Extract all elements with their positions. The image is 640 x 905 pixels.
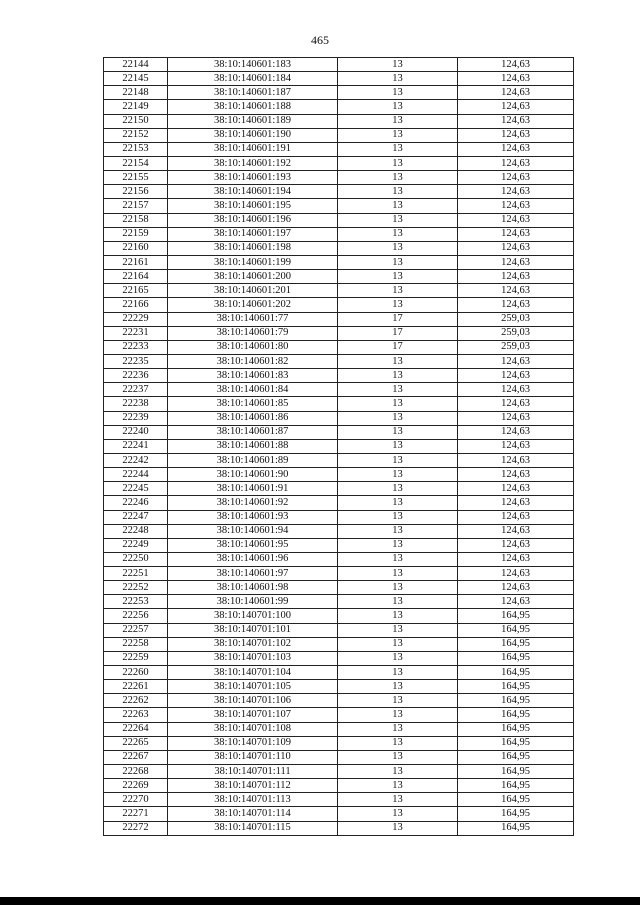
cadastral-number-cell: 38:10:140701:105: [168, 680, 338, 694]
table-row: [104, 369, 574, 383]
value-cell: 124,63: [458, 383, 574, 397]
row-id-cell: 22264: [104, 722, 168, 736]
value-cell: 124,63: [458, 425, 574, 439]
row-id-cell: 22260: [104, 666, 168, 680]
cadastral-number-cell: 38:10:140601:85: [168, 397, 338, 411]
value-cell: 124,63: [458, 171, 574, 185]
table-row: [104, 100, 574, 114]
quantity-cell: 13: [338, 397, 458, 411]
value-cell: 124,63: [458, 241, 574, 255]
table-row: [104, 255, 574, 269]
value-cell: 124,63: [458, 114, 574, 128]
row-id-cell: 22244: [104, 468, 168, 482]
table-row: [104, 694, 574, 708]
table-row: [104, 156, 574, 170]
cadastral-number-cell: 38:10:140601:94: [168, 524, 338, 538]
table-row: [104, 637, 574, 651]
quantity-cell: 13: [338, 128, 458, 142]
table-row: [104, 86, 574, 100]
row-id-cell: 22257: [104, 623, 168, 637]
cadastral-number-cell: 38:10:140601:91: [168, 482, 338, 496]
table-row: [104, 411, 574, 425]
value-cell: 164,95: [458, 736, 574, 750]
cadastral-number-cell: 38:10:140601:184: [168, 72, 338, 86]
quantity-cell: 13: [338, 453, 458, 467]
quantity-cell: 17: [338, 340, 458, 354]
row-id-cell: 22239: [104, 411, 168, 425]
quantity-cell: 13: [338, 171, 458, 185]
cadastral-number-cell: 38:10:140601:86: [168, 411, 338, 425]
quantity-cell: 13: [338, 241, 458, 255]
table-row: [104, 383, 574, 397]
page-number: 465: [311, 33, 329, 47]
cadastral-number-cell: 38:10:140701:100: [168, 609, 338, 623]
cadastral-number-cell: 38:10:140701:102: [168, 637, 338, 651]
value-cell: 124,63: [458, 567, 574, 581]
cadastral-number-cell: 38:10:140601:82: [168, 354, 338, 368]
row-id-cell: 22245: [104, 482, 168, 496]
table-body: [104, 58, 574, 836]
value-cell: 124,63: [458, 156, 574, 170]
table-row: [104, 199, 574, 213]
value-cell: 124,63: [458, 142, 574, 156]
table-row: [104, 312, 574, 326]
table-row: [104, 567, 574, 581]
value-cell: 124,63: [458, 538, 574, 552]
value-cell: 124,63: [458, 86, 574, 100]
cadastral-number-cell: 38:10:140601:83: [168, 369, 338, 383]
parcel-table: [103, 57, 574, 836]
table-row: [104, 510, 574, 524]
row-id-cell: 22246: [104, 496, 168, 510]
table-row: [104, 779, 574, 793]
row-id-cell: 22241: [104, 439, 168, 453]
value-cell: 124,63: [458, 524, 574, 538]
value-cell: 124,63: [458, 397, 574, 411]
row-id-cell: 22251: [104, 567, 168, 581]
table-row: [104, 807, 574, 821]
value-cell: 124,63: [458, 199, 574, 213]
row-id-cell: 22258: [104, 637, 168, 651]
quantity-cell: 13: [338, 439, 458, 453]
value-cell: 164,95: [458, 750, 574, 764]
row-id-cell: 22240: [104, 425, 168, 439]
table-row: [104, 58, 574, 72]
cadastral-number-cell: 38:10:140701:112: [168, 779, 338, 793]
cadastral-number-cell: 38:10:140601:202: [168, 298, 338, 312]
row-id-cell: 22159: [104, 227, 168, 241]
table-row: [104, 623, 574, 637]
value-cell: 124,63: [458, 185, 574, 199]
table-row: [104, 581, 574, 595]
cadastral-number-cell: 38:10:140601:199: [168, 255, 338, 269]
value-cell: 164,95: [458, 666, 574, 680]
row-id-cell: 22259: [104, 651, 168, 665]
cadastral-number-cell: 38:10:140701:115: [168, 821, 338, 835]
quantity-cell: 13: [338, 637, 458, 651]
value-cell: 164,95: [458, 779, 574, 793]
quantity-cell: 13: [338, 736, 458, 750]
cadastral-number-cell: 38:10:140601:193: [168, 171, 338, 185]
quantity-cell: 13: [338, 623, 458, 637]
value-cell: 124,63: [458, 510, 574, 524]
table-row: [104, 354, 574, 368]
value-cell: 124,63: [458, 369, 574, 383]
quantity-cell: 13: [338, 270, 458, 284]
quantity-cell: 13: [338, 383, 458, 397]
value-cell: 124,63: [458, 298, 574, 312]
quantity-cell: 13: [338, 552, 458, 566]
cadastral-number-cell: 38:10:140601:77: [168, 312, 338, 326]
cadastral-number-cell: 38:10:140601:96: [168, 552, 338, 566]
quantity-cell: 13: [338, 595, 458, 609]
quantity-cell: 13: [338, 142, 458, 156]
quantity-cell: 17: [338, 312, 458, 326]
quantity-cell: 13: [338, 793, 458, 807]
table-row: [104, 340, 574, 354]
row-id-cell: 22231: [104, 326, 168, 340]
value-cell: 164,95: [458, 651, 574, 665]
cadastral-number-cell: 38:10:140601:79: [168, 326, 338, 340]
value-cell: 164,95: [458, 821, 574, 835]
cadastral-number-cell: 38:10:140701:103: [168, 651, 338, 665]
quantity-cell: 13: [338, 722, 458, 736]
quantity-cell: 13: [338, 609, 458, 623]
table-row: [104, 821, 574, 835]
value-cell: 124,63: [458, 482, 574, 496]
quantity-cell: 13: [338, 354, 458, 368]
row-id-cell: 22261: [104, 680, 168, 694]
row-id-cell: 22252: [104, 581, 168, 595]
cadastral-number-cell: 38:10:140601:80: [168, 340, 338, 354]
table-row: [104, 666, 574, 680]
quantity-cell: 13: [338, 185, 458, 199]
row-id-cell: 22152: [104, 128, 168, 142]
row-id-cell: 22165: [104, 284, 168, 298]
table-row: [104, 468, 574, 482]
quantity-cell: 13: [338, 227, 458, 241]
cadastral-number-cell: 38:10:140601:195: [168, 199, 338, 213]
quantity-cell: 13: [338, 496, 458, 510]
value-cell: 259,03: [458, 326, 574, 340]
cadastral-number-cell: 38:10:140601:93: [168, 510, 338, 524]
value-cell: 124,63: [458, 213, 574, 227]
cadastral-number-cell: 38:10:140701:109: [168, 736, 338, 750]
value-cell: 259,03: [458, 340, 574, 354]
table-row: [104, 185, 574, 199]
value-cell: 124,63: [458, 439, 574, 453]
table-row: [104, 439, 574, 453]
quantity-cell: 13: [338, 58, 458, 72]
row-id-cell: 22153: [104, 142, 168, 156]
table-row: [104, 750, 574, 764]
table-row: [104, 496, 574, 510]
quantity-cell: 13: [338, 482, 458, 496]
value-cell: 164,95: [458, 623, 574, 637]
row-id-cell: 22265: [104, 736, 168, 750]
quantity-cell: 13: [338, 255, 458, 269]
value-cell: 124,63: [458, 581, 574, 595]
value-cell: 124,63: [458, 552, 574, 566]
value-cell: 164,95: [458, 793, 574, 807]
value-cell: 164,95: [458, 637, 574, 651]
value-cell: 124,63: [458, 227, 574, 241]
value-cell: 124,63: [458, 496, 574, 510]
quantity-cell: 13: [338, 199, 458, 213]
row-id-cell: 22247: [104, 510, 168, 524]
cadastral-number-cell: 38:10:140601:89: [168, 453, 338, 467]
cadastral-number-cell: 38:10:140601:98: [168, 581, 338, 595]
quantity-cell: 13: [338, 298, 458, 312]
value-cell: 164,95: [458, 680, 574, 694]
quantity-cell: 13: [338, 284, 458, 298]
table-row: [104, 453, 574, 467]
row-id-cell: 22262: [104, 694, 168, 708]
row-id-cell: 22237: [104, 383, 168, 397]
row-id-cell: 22268: [104, 765, 168, 779]
cadastral-number-cell: 38:10:140601:95: [168, 538, 338, 552]
value-cell: 164,95: [458, 807, 574, 821]
row-id-cell: 22272: [104, 821, 168, 835]
row-id-cell: 22242: [104, 453, 168, 467]
row-id-cell: 22148: [104, 86, 168, 100]
row-id-cell: 22145: [104, 72, 168, 86]
row-id-cell: 22233: [104, 340, 168, 354]
table-row: [104, 595, 574, 609]
cadastral-number-cell: 38:10:140701:104: [168, 666, 338, 680]
row-id-cell: 22270: [104, 793, 168, 807]
cadastral-number-cell: 38:10:140701:111: [168, 765, 338, 779]
cadastral-number-cell: 38:10:140601:196: [168, 213, 338, 227]
quantity-cell: 13: [338, 100, 458, 114]
cadastral-number-cell: 38:10:140601:200: [168, 270, 338, 284]
cadastral-number-cell: 38:10:140701:107: [168, 708, 338, 722]
quantity-cell: 13: [338, 821, 458, 835]
row-id-cell: 22271: [104, 807, 168, 821]
table-row: [104, 241, 574, 255]
quantity-cell: 13: [338, 538, 458, 552]
value-cell: 124,63: [458, 72, 574, 86]
cadastral-number-cell: 38:10:140601:194: [168, 185, 338, 199]
quantity-cell: 13: [338, 779, 458, 793]
cadastral-number-cell: 38:10:140601:198: [168, 241, 338, 255]
quantity-cell: 13: [338, 666, 458, 680]
value-cell: 124,63: [458, 100, 574, 114]
row-id-cell: 22155: [104, 171, 168, 185]
table-row: [104, 397, 574, 411]
table-row: [104, 524, 574, 538]
table-row: [104, 227, 574, 241]
cadastral-number-cell: 38:10:140601:197: [168, 227, 338, 241]
row-id-cell: 22166: [104, 298, 168, 312]
value-cell: 164,95: [458, 694, 574, 708]
row-id-cell: 22253: [104, 595, 168, 609]
table-row: [104, 793, 574, 807]
cadastral-number-cell: 38:10:140701:101: [168, 623, 338, 637]
row-id-cell: 22236: [104, 369, 168, 383]
row-id-cell: 22248: [104, 524, 168, 538]
value-cell: 164,95: [458, 722, 574, 736]
cadastral-number-cell: 38:10:140601:189: [168, 114, 338, 128]
table-row: [104, 609, 574, 623]
row-id-cell: 22250: [104, 552, 168, 566]
table-row: [104, 270, 574, 284]
row-id-cell: 22238: [104, 397, 168, 411]
cadastral-number-cell: 38:10:140601:84: [168, 383, 338, 397]
table-row: [104, 708, 574, 722]
quantity-cell: 13: [338, 765, 458, 779]
cadastral-number-cell: 38:10:140701:114: [168, 807, 338, 821]
quantity-cell: 13: [338, 807, 458, 821]
value-cell: 124,63: [458, 354, 574, 368]
value-cell: 124,63: [458, 284, 574, 298]
row-id-cell: 22150: [104, 114, 168, 128]
value-cell: 124,63: [458, 58, 574, 72]
value-cell: 164,95: [458, 765, 574, 779]
table-row: [104, 142, 574, 156]
cadastral-number-cell: 38:10:140601:191: [168, 142, 338, 156]
cadastral-number-cell: 38:10:140601:183: [168, 58, 338, 72]
row-id-cell: 22157: [104, 199, 168, 213]
cadastral-number-cell: 38:10:140601:92: [168, 496, 338, 510]
cadastral-number-cell: 38:10:140701:108: [168, 722, 338, 736]
table-row: [104, 72, 574, 86]
quantity-cell: 13: [338, 468, 458, 482]
quantity-cell: 13: [338, 750, 458, 764]
row-id-cell: 22149: [104, 100, 168, 114]
table-row: [104, 680, 574, 694]
row-id-cell: 22263: [104, 708, 168, 722]
row-id-cell: 22249: [104, 538, 168, 552]
cadastral-number-cell: 38:10:140601:90: [168, 468, 338, 482]
table-row: [104, 326, 574, 340]
table-row: [104, 552, 574, 566]
cadastral-number-cell: 38:10:140601:97: [168, 567, 338, 581]
cadastral-number-cell: 38:10:140601:99: [168, 595, 338, 609]
cadastral-number-cell: 38:10:140601:201: [168, 284, 338, 298]
cadastral-number-cell: 38:10:140701:110: [168, 750, 338, 764]
value-cell: 124,63: [458, 468, 574, 482]
row-id-cell: 22269: [104, 779, 168, 793]
row-id-cell: 22235: [104, 354, 168, 368]
row-id-cell: 22256: [104, 609, 168, 623]
row-id-cell: 22158: [104, 213, 168, 227]
table-row: [104, 765, 574, 779]
table-row: [104, 482, 574, 496]
row-id-cell: 22144: [104, 58, 168, 72]
scan-edge-bar: [0, 897, 640, 905]
cadastral-number-cell: 38:10:140601:88: [168, 439, 338, 453]
quantity-cell: 13: [338, 680, 458, 694]
value-cell: 124,63: [458, 595, 574, 609]
row-id-cell: 22156: [104, 185, 168, 199]
row-id-cell: 22229: [104, 312, 168, 326]
cadastral-number-cell: 38:10:140601:192: [168, 156, 338, 170]
value-cell: 124,63: [458, 255, 574, 269]
quantity-cell: 13: [338, 425, 458, 439]
cadastral-number-cell: 38:10:140701:113: [168, 793, 338, 807]
value-cell: 259,03: [458, 312, 574, 326]
table-row: [104, 651, 574, 665]
table-row: [104, 128, 574, 142]
quantity-cell: 13: [338, 510, 458, 524]
row-id-cell: 22160: [104, 241, 168, 255]
quantity-cell: 13: [338, 156, 458, 170]
quantity-cell: 13: [338, 86, 458, 100]
table-row: [104, 213, 574, 227]
value-cell: 124,63: [458, 128, 574, 142]
table-row: [104, 298, 574, 312]
cadastral-number-cell: 38:10:140601:187: [168, 86, 338, 100]
table-row: [104, 171, 574, 185]
value-cell: 124,63: [458, 411, 574, 425]
cadastral-number-cell: 38:10:140601:188: [168, 100, 338, 114]
row-id-cell: 22161: [104, 255, 168, 269]
quantity-cell: 13: [338, 581, 458, 595]
table-row: [104, 425, 574, 439]
cadastral-number-cell: 38:10:140601:190: [168, 128, 338, 142]
cadastral-number-cell: 38:10:140701:106: [168, 694, 338, 708]
table-row: [104, 538, 574, 552]
cadastral-number-cell: 38:10:140601:87: [168, 425, 338, 439]
quantity-cell: 13: [338, 567, 458, 581]
table-row: [104, 284, 574, 298]
quantity-cell: 13: [338, 72, 458, 86]
quantity-cell: 13: [338, 213, 458, 227]
quantity-cell: 13: [338, 411, 458, 425]
row-id-cell: 22154: [104, 156, 168, 170]
quantity-cell: 13: [338, 708, 458, 722]
value-cell: 164,95: [458, 609, 574, 623]
value-cell: 164,95: [458, 708, 574, 722]
row-id-cell: 22267: [104, 750, 168, 764]
value-cell: 124,63: [458, 270, 574, 284]
quantity-cell: 17: [338, 326, 458, 340]
table-row: [104, 722, 574, 736]
quantity-cell: 13: [338, 694, 458, 708]
value-cell: 124,63: [458, 453, 574, 467]
table-row: [104, 114, 574, 128]
quantity-cell: 13: [338, 369, 458, 383]
row-id-cell: 22164: [104, 270, 168, 284]
quantity-cell: 13: [338, 114, 458, 128]
quantity-cell: 13: [338, 651, 458, 665]
quantity-cell: 13: [338, 524, 458, 538]
table-row: [104, 736, 574, 750]
